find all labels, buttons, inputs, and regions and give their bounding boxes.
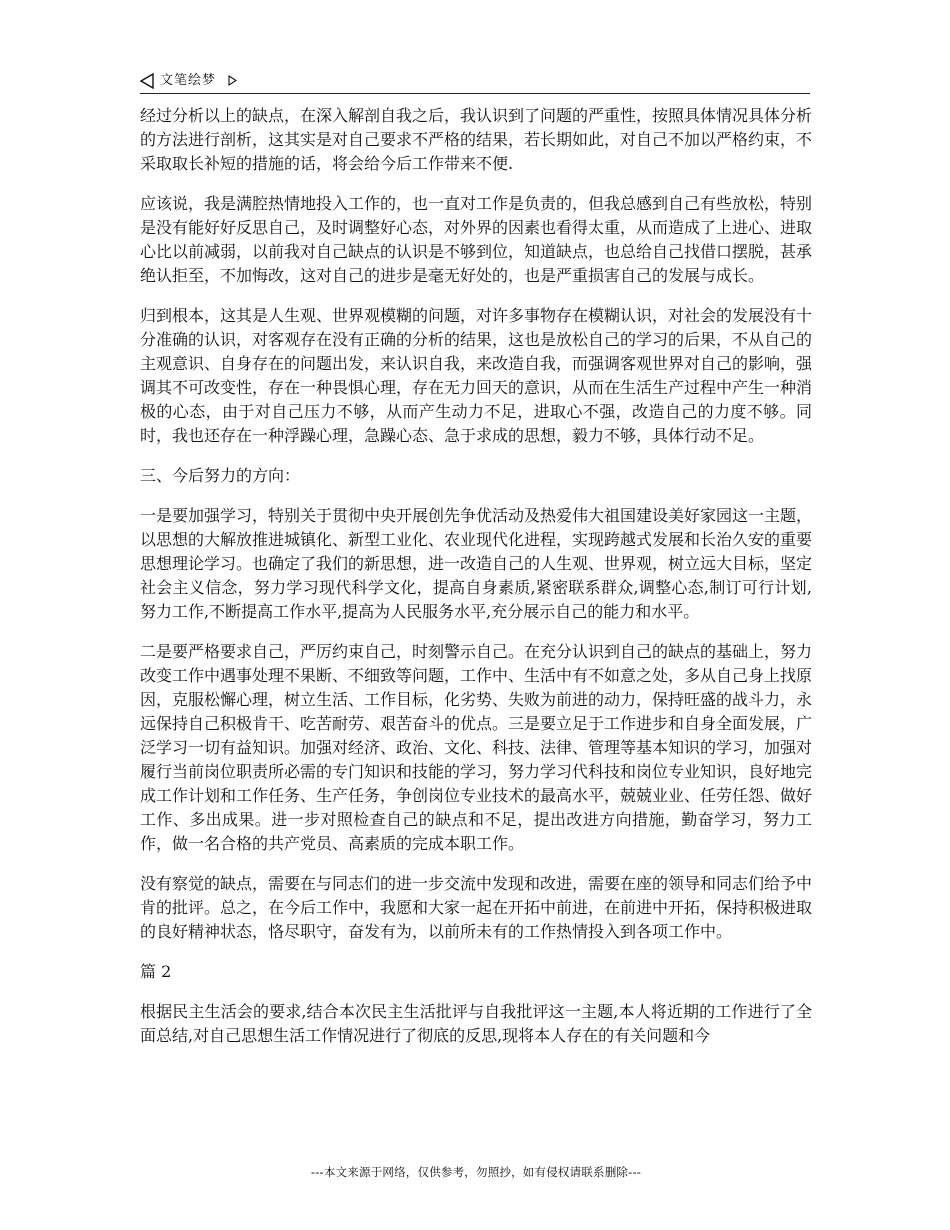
triangle-right-outline-icon (228, 75, 237, 86)
paragraph: 根据民主生活会的要求,结合本次民主生活批评与自我批评这一主题,本人将近期的工作进行了全面总结,对自己思想生活工作情况进行了彻底的反思,现将本人存在的有关问题和今 (140, 1002, 812, 1045)
page-footer-disclaimer: ---本文来源于网络，仅供参考，勿照抄，如有侵权请联系删除--- (310, 1165, 642, 1179)
paragraph: 没有察觉的缺点，需要在与同志们的进一步交流中发现和改进，需要在座的领导和同志们给予中肯的批评。总之，在今后工作中，我愿和大家一起在开拓中前进，在前进中开拓，保持积极进取的良好精神状态，恪尽职守，奋发有为，以前所未有的工作热情投入到各项工作中。 (140, 874, 813, 941)
paragraph: 一是要加强学习，特别关于贯彻中央开展创先争优活动及热爱伟大祖国建设美好家园这一主题，以思想的大解放推进城镇化、新型工业化、农业现代化进程，实现跨越式发展和长治久安的重要思想理论学习。也确定了我们的新思想，进一改造自己的人生观、世界观，树立远大目标，坚定社会主义信念，努力学习现代科学文化，提高自身素质,紧密联系群众,调整心态,制订可行计划,努力工作,不断提高工作水平,提高为人民服务水平,充分展示自己的能力和水平。 (140, 506, 813, 621)
document-body (140, 104, 812, 1064)
paragraph: 应该说，我是满腔热情地投入工作的，也一直对工作是负责的，但我总感到自己有些放松，特别是没有能好好反思自己，及时调整好心态，对外界的因素也看得太重，从而造成了上进心、进取心比以前减弱，以前我对自己缺点的认识是不够到位，知道缺点，也总给自己找借口摆脱，甚承绝认拒至，不加悔改，这对自己的进步是毫无好处的，也是严重损害自己的发展与成长。 (140, 194, 813, 285)
triangle-left-outline-icon (140, 73, 154, 89)
paragraph: 经过分析以上的缺点，在深入解剖自我之后，我认识到了问题的严重性，按照具体情况具体分析的方法进行剖析，这其实是对自己要求不严格的结果，若长期如此，对自己不加以严格约束，不采取取长补短的措施的话，将会给今后工作带来不便. (140, 106, 813, 173)
paragraph: 归到根本，这其是人生观、世界观模糊的问题，对许多事物存在模糊认识，对社会的发展没有十分准确的认识，对客观存在没有正确的分析的结果，这也是放松自己的学习的后果，不从自己的主观意识、自身存在的问题出发，来认识自我，来改造自我，而强调客观世界对自己的影响，强调其不可改变性，存在一种畏惧心理，存在无力回天的意识，从而在生活生产过程中产生一种消极的心态，由于对自己压力不够，从而产生动力不足，进取心不强，改造自己的力度不够。同时，我也还存在一种浮躁心理，急躁心态、急于求成的思想，毅力不够，具体行动不足。 (140, 306, 813, 445)
page-header (140, 70, 810, 94)
section-heading: 三、今后努力的方向： (140, 466, 301, 485)
section-heading: 篇 2 (140, 962, 172, 981)
paragraph: 二是要严格要求自己，严厉约束自己，时刻警示自己。在充分认识到自己的缺点的基础上，努力改变工作中遇事处理不果断、不细致等问题，工作中、生活中有不如意之处，多从自己身上找原因，克服松懈心理，树立生活、工作目标，化劣势、失败为前进的动力，保持旺盛的战斗力，永远保持自己积极肯干、吃苦耐劳、艰苦奋斗的优点。三是要立足于工作进步和自身全面发展，广泛学习一切有益知识。加强对经济、政治、文化、科技、法律、管理等基本知识的学习，加强对履行当前岗位职责所必需的专门知识和技能的学习，努力学习代科技和岗位专业知识，良好地完成工作计划和工作任务、生产任务，争创岗位专业技术的最高水平，兢兢业业、任劳任怨、做好工作、多出成果。进一步对照检查自己的缺点和不足，提出改进方向措施，勤奋学习，努力工作，做一名合格的共产党员、高素质的完成本职工作。 (140, 642, 813, 853)
brand-name: 文笔绘梦 (160, 73, 217, 88)
